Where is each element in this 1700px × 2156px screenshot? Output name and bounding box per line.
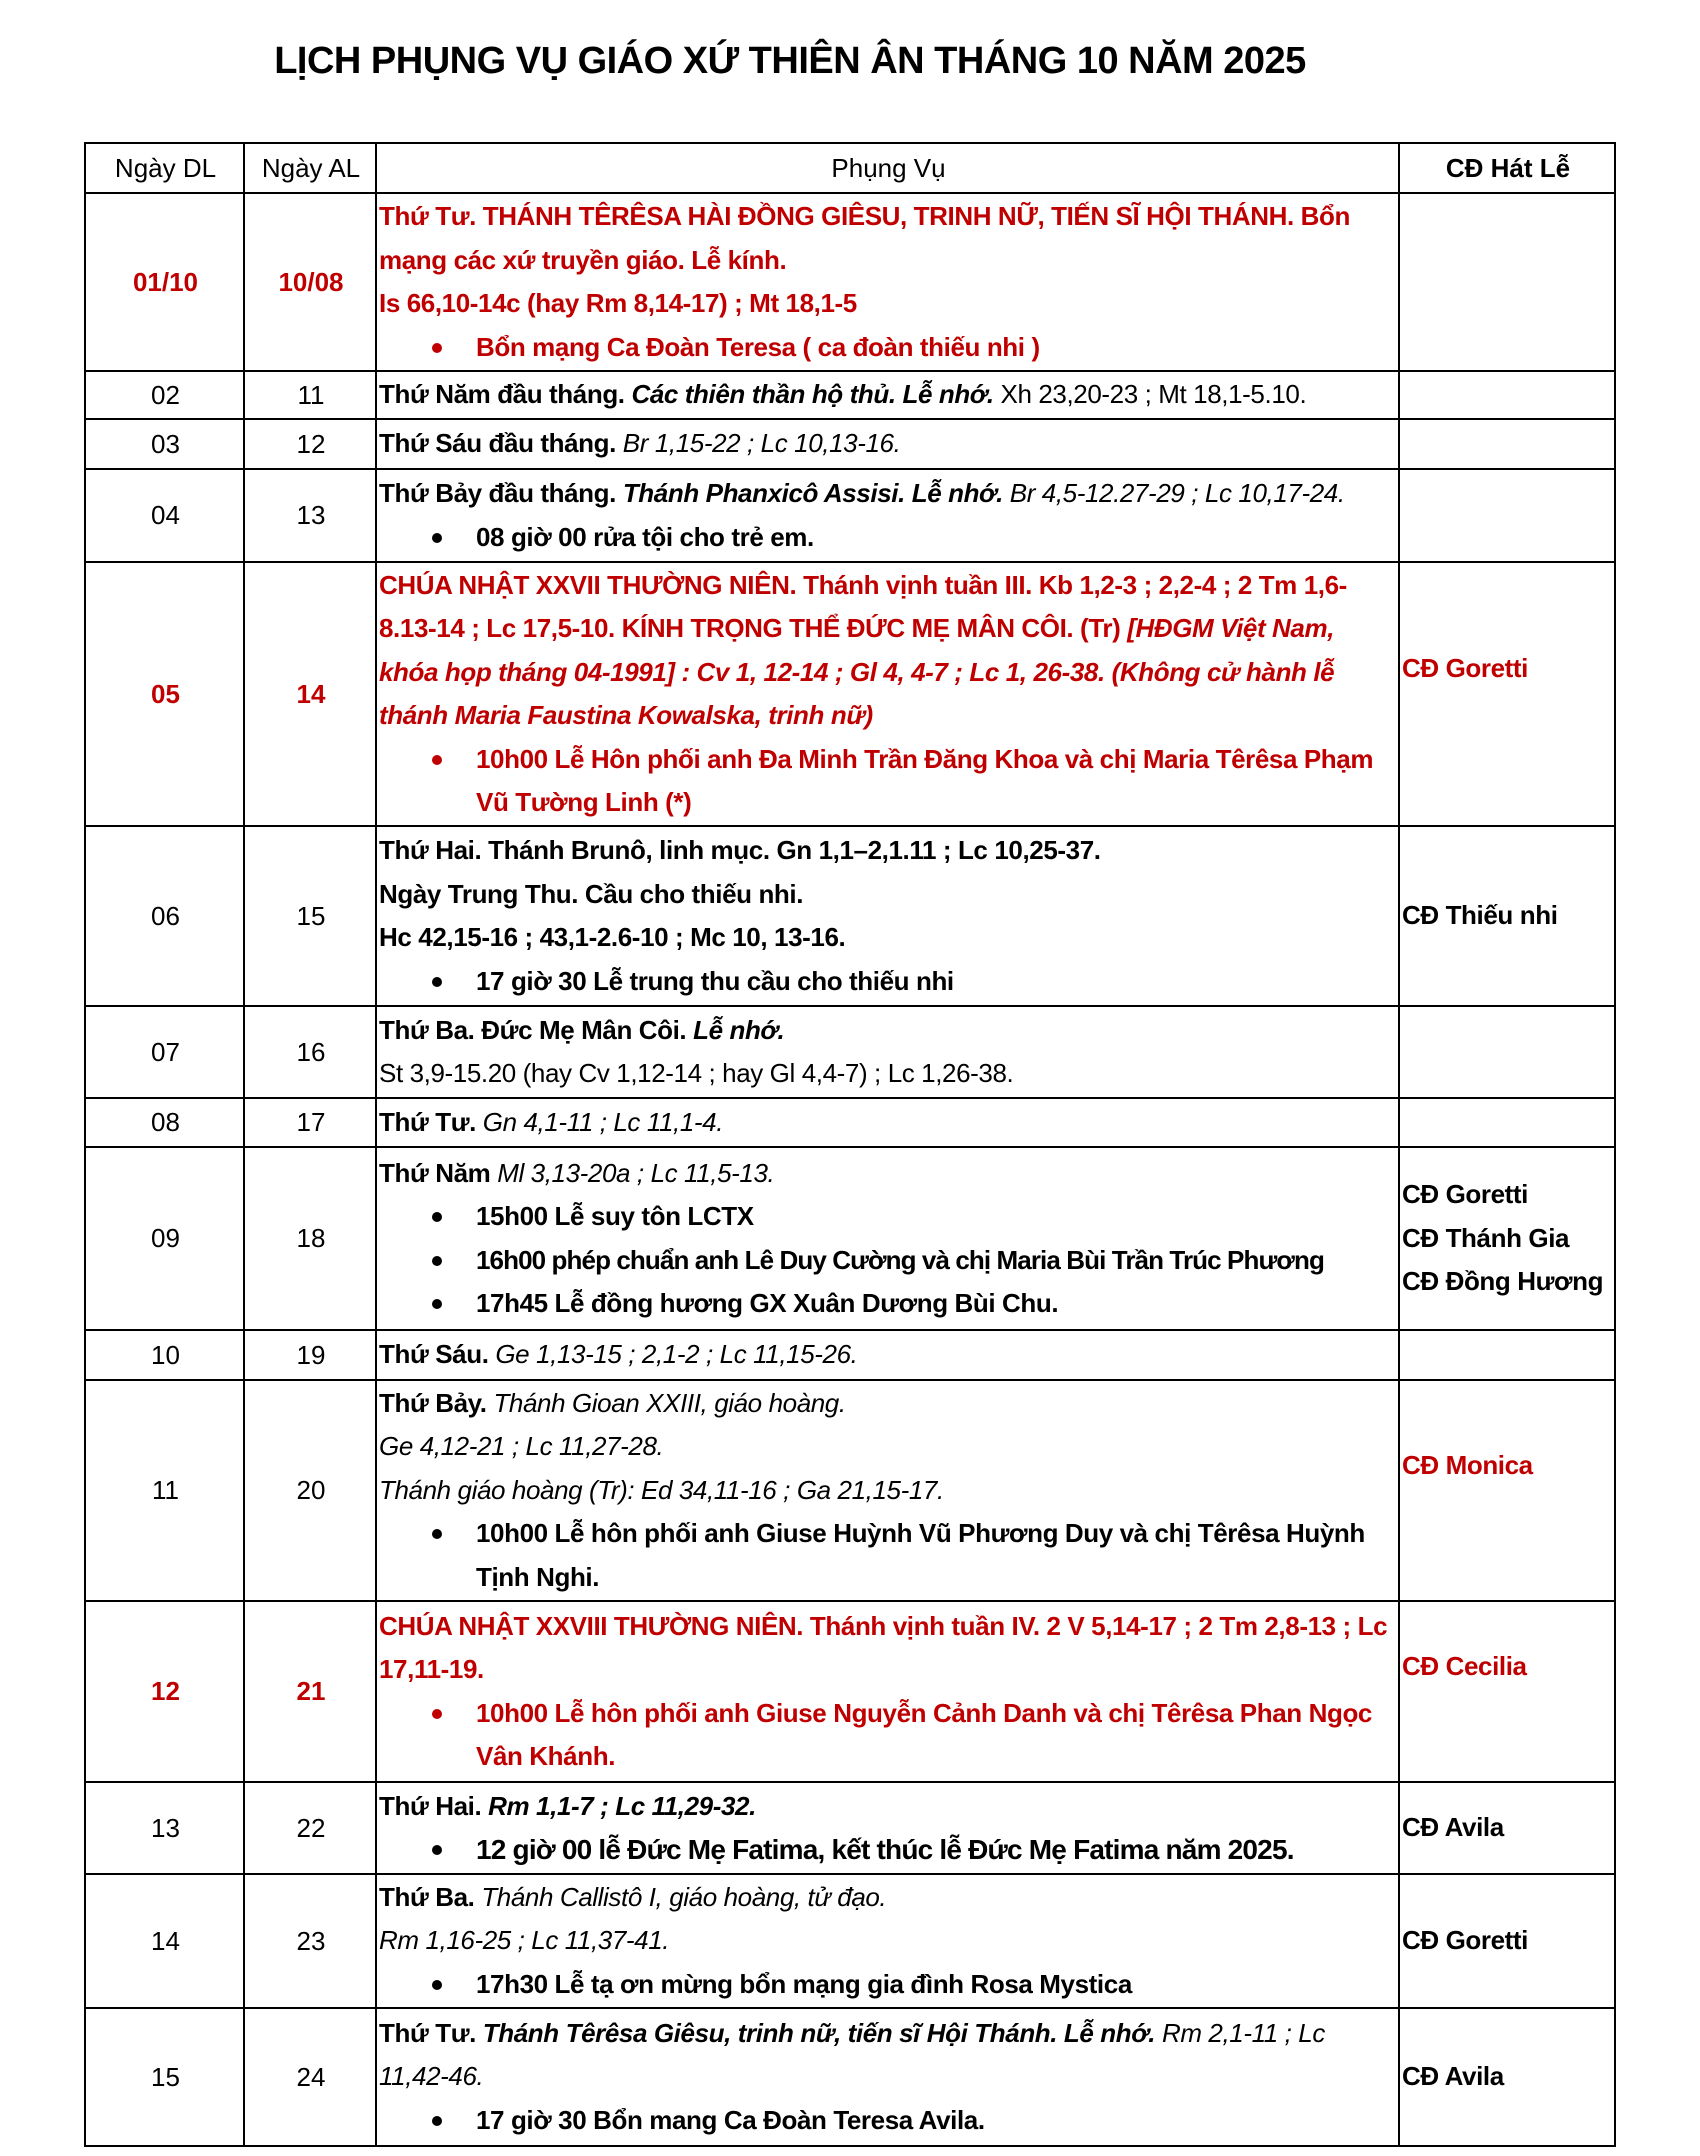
liturgy-day: Thứ Bảy đầu tháng. — [379, 478, 616, 508]
event-item — [476, 1195, 1398, 1239]
event-item — [476, 1512, 1398, 1599]
event-text: 08 giờ 00 rửa tội cho trẻ em. — [476, 521, 814, 552]
solar-date: 06 — [85, 826, 244, 1006]
liturgy-feast: Thánh Gioan XXIII, giáo hoàng. — [493, 1387, 846, 1418]
event-text: 10h00 Lễ hôn phối anh Giuse Nguyễn Cảnh Danh và chị Têrêsa Phan Ngọc Vân Khánh. — [476, 1697, 1372, 1771]
solar-date: 11 — [85, 1380, 244, 1601]
table-row — [85, 562, 1615, 826]
choir-name: CĐ Avila — [1402, 2061, 1504, 2092]
event-item — [476, 1239, 1398, 1283]
liturgy-cell — [376, 371, 1399, 419]
liturgy-readings: Br 1,15-22 ; Lc 10,13-16. — [622, 428, 901, 459]
table-row — [85, 1006, 1615, 1098]
liturgy-day: Thứ Hai. — [379, 1790, 482, 1821]
lunar-date: 20 — [244, 1380, 376, 1601]
table-row — [85, 1380, 1615, 1601]
choir-name: CĐ Cecilia — [1402, 1650, 1527, 1681]
liturgy-readings: Rm 1,1-7 ; Lc 11,29-32. — [488, 1790, 756, 1821]
choir-cell — [1399, 1006, 1615, 1098]
liturgy-readings: Ge 4,12-21 ; Lc 11,27-28. — [379, 1431, 664, 1462]
choir-cell — [1399, 826, 1615, 1006]
lunar-date: 23 — [244, 1874, 376, 2008]
liturgy-feast: Các thiên thần hộ thủ. Lễ nhớ. — [631, 379, 994, 410]
bullet-icon — [432, 1256, 442, 1266]
lunar-date: 14 — [244, 562, 376, 826]
liturgy-cell — [376, 193, 1399, 371]
liturgy-feast: Lễ nhớ. — [693, 1014, 785, 1045]
liturgy-title: CHÚA NHẬT XXVIII THƯỜNG NIÊN. Thánh vịnh tuần IV. 2 V 5,14-17 ; 2 Tm 2,8-13 ; Lc 17,11-19. — [379, 1610, 1388, 1684]
event-text: 17h45 Lễ đồng hương GX Xuân Dương Bùi Chu. — [476, 1288, 1059, 1318]
liturgy-cell — [376, 1782, 1399, 1874]
bullet-icon — [432, 977, 442, 987]
solar-date: 09 — [85, 1147, 244, 1330]
liturgy-day: Thứ Tư. — [379, 2017, 476, 2048]
event-text: 17 giờ 30 Lễ trung thu cầu cho thiếu nhi — [476, 965, 954, 996]
liturgy-readings-alt: Thánh giáo hoàng (Tr): Ed 34,11-16 ; Ga 21,15-17. — [379, 1474, 944, 1505]
table-row — [85, 1874, 1615, 2008]
liturgy-schedule-table — [84, 142, 1616, 2147]
liturgy-readings: Is 66,10-14c (hay Rm 8,14-17) ; Mt 18,1-5 — [379, 288, 857, 318]
choir-cell — [1399, 2008, 1615, 2146]
liturgy-readings: Ml 3,13-20a ; Lc 11,5-13. — [497, 1157, 775, 1188]
liturgy-day: Thứ Ba. Đức Mẹ Mân Côi. — [379, 1014, 687, 1045]
lunar-date: 24 — [244, 2008, 376, 2146]
liturgy-cell — [376, 469, 1399, 562]
event-text: 10h00 Lễ Hôn phối anh Đa Minh Trần Đăng Khoa và chị Maria Têrêsa Phạm Vũ Tường Linh (*) — [476, 743, 1374, 817]
bullet-icon — [432, 1980, 442, 1990]
liturgy-cell — [376, 1098, 1399, 1147]
lunar-date: 11 — [244, 371, 376, 419]
liturgy-title: Thứ Hai. Thánh Brunô, linh mục. Gn 1,1–2,1.11 ; Lc 10,25-37. — [379, 835, 1101, 865]
bullet-icon — [432, 1709, 442, 1719]
liturgy-feast: Thánh Callistô I, giáo hoàng, tử đạo. — [481, 1881, 887, 1912]
table-row — [85, 371, 1615, 419]
liturgy-readings: Hc 42,15-16 ; 43,1-2.6-10 ; Mc 10, 13-16. — [379, 922, 846, 952]
choir-cell — [1399, 1098, 1615, 1147]
liturgy-readings: Ge 1,13-15 ; 2,1-2 ; Lc 11,15-26. — [495, 1339, 858, 1370]
table-row — [85, 1330, 1615, 1380]
event-item — [476, 2099, 1398, 2143]
liturgy-title: CHÚA NHẬT XXVII THƯỜNG NIÊN. Thánh vịnh tuần III. Kb 1,2-3 ; 2,2-4 ; 2 Tm 1,6-8.13-14 ; Lc 17,5-10. KÍNH TRỌNG THỂ ĐỨC MẸ MÂN CÔI. (Tr) — [379, 569, 1347, 643]
choir-cell — [1399, 193, 1615, 371]
solar-date: 02 — [85, 371, 244, 419]
header-lunar-date: Ngày AL — [244, 143, 376, 193]
choir-name: CĐ Thánh Gia — [1402, 1222, 1570, 1253]
bullet-icon — [432, 1212, 442, 1222]
solar-date: 13 — [85, 1782, 244, 1874]
lunar-date: 13 — [244, 469, 376, 562]
event-text: Bổn mạng Ca Đoàn Teresa ( ca đoàn thiếu nhi ) — [476, 331, 1040, 362]
bullet-icon — [432, 1529, 442, 1539]
choir-cell — [1399, 371, 1615, 419]
lunar-date: 12 — [244, 419, 376, 469]
header-solar-date: Ngày DL — [85, 143, 244, 193]
liturgy-title: Thứ Tư. THÁNH TÊRÊSA HÀI ĐỒNG GIÊSU, TRINH NỮ, TIẾN SĨ HỘI THÁNH. Bổn mạng các xứ truyền giáo. Lễ kính. — [379, 201, 1350, 275]
header-liturgy: Phụng Vụ — [376, 143, 1399, 193]
liturgy-note: [HĐGM Việt Nam, khóa họp tháng 04-1991] : Cv 1, 12-14 ; Gl 4, 4-7 ; Lc 1, 26-38. (Không cử hành lễ thánh Maria Faustina Kowalska, trinh nữ) — [379, 613, 1335, 730]
event-text: 10h00 Lễ hôn phối anh Giuse Huỳnh Vũ Phương Duy và chị Têrêsa Huỳnh Tịnh Nghi. — [476, 1518, 1365, 1592]
bullet-icon — [432, 2116, 442, 2126]
liturgy-day: Thứ Tư. — [379, 1106, 476, 1137]
event-item — [476, 960, 1398, 1004]
event-item — [476, 1963, 1398, 2007]
solar-date: 04 — [85, 469, 244, 562]
liturgy-day: Thứ Năm — [379, 1157, 491, 1188]
event-text: 16h00 phép chuẩn anh Lê Duy Cường và chị Maria Bùi Trần Trúc Phương — [476, 1244, 1324, 1275]
liturgy-cell — [376, 1006, 1399, 1098]
liturgy-day: Thứ Ba. — [379, 1881, 475, 1912]
table-row — [85, 193, 1615, 371]
lunar-date: 17 — [244, 1098, 376, 1147]
header-choir: CĐ Hát Lễ — [1399, 143, 1615, 193]
choir-name: CĐ Goretti — [1402, 1179, 1529, 1210]
event-item — [476, 1692, 1398, 1779]
event-text: 17 giờ 30 Bổn mang Ca Đoàn Teresa Avila. — [476, 2104, 985, 2135]
liturgy-day: Thứ Năm đầu tháng. — [379, 379, 625, 410]
choir-cell — [1399, 469, 1615, 562]
choir-cell — [1399, 1380, 1615, 1601]
choir-cell — [1399, 1601, 1615, 1782]
choir-cell — [1399, 419, 1615, 469]
event-text: 15h00 Lễ suy tôn LCTX — [476, 1201, 754, 1231]
table-row — [85, 1601, 1615, 1782]
event-item — [476, 1828, 1398, 1872]
liturgy-note: Ngày Trung Thu. Cầu cho thiếu nhi. — [379, 878, 804, 909]
solar-date: 07 — [85, 1006, 244, 1098]
liturgy-cell — [376, 2008, 1399, 2146]
liturgy-cell — [376, 1874, 1399, 2008]
event-item — [476, 326, 1398, 370]
solar-date: 03 — [85, 419, 244, 469]
choir-cell — [1399, 1874, 1615, 2008]
solar-date: 01/10 — [85, 193, 244, 371]
event-text: 17h30 Lễ tạ ơn mừng bổn mạng gia đình Rosa Mystica — [476, 1968, 1132, 1999]
liturgy-cell — [376, 1601, 1399, 1782]
lunar-date: 15 — [244, 826, 376, 1006]
liturgy-day: Thứ Sáu đầu tháng. — [379, 428, 616, 459]
choir-cell — [1399, 1330, 1615, 1380]
table-row — [85, 469, 1615, 562]
choir-name: CĐ Goretti — [1402, 1925, 1529, 1956]
liturgy-cell — [376, 1380, 1399, 1601]
liturgy-readings: Xh 23,20-23 ; Mt 18,1-5.10. — [1000, 379, 1307, 410]
choir-cell — [1399, 562, 1615, 826]
bullet-icon — [432, 533, 442, 543]
lunar-date: 22 — [244, 1782, 376, 1874]
liturgy-readings: St 3,9-15.20 (hay Cv 1,12-14 ; hay Gl 4,4-7) ; Lc 1,26-38. — [379, 1058, 1014, 1088]
lunar-date: 19 — [244, 1330, 376, 1380]
lunar-date: 18 — [244, 1147, 376, 1330]
bullet-icon — [432, 755, 442, 765]
liturgy-cell — [376, 419, 1399, 469]
liturgy-cell — [376, 562, 1399, 826]
solar-date: 10 — [85, 1330, 244, 1380]
liturgy-day: Thứ Sáu. — [379, 1339, 489, 1370]
choir-cell — [1399, 1147, 1615, 1330]
liturgy-day: Thứ Bảy. — [379, 1387, 487, 1418]
liturgy-readings: Rm 1,16-25 ; Lc 11,37-41. — [379, 1925, 670, 1956]
choir-name: CĐ Thiếu nhi — [1402, 900, 1558, 931]
solar-date: 15 — [85, 2008, 244, 2146]
event-item — [476, 738, 1398, 825]
table-row — [85, 1782, 1615, 1874]
liturgy-cell — [376, 826, 1399, 1006]
choir-name: CĐ Monica — [1402, 1449, 1533, 1480]
liturgy-readings: Br 4,5-12.27-29 ; Lc 10,17-24. — [1009, 478, 1345, 508]
choir-name: CĐ Goretti — [1402, 653, 1529, 684]
table-row — [85, 826, 1615, 1006]
lunar-date: 21 — [244, 1601, 376, 1782]
table-row — [85, 2008, 1615, 2146]
choir-cell — [1399, 1782, 1615, 1874]
liturgy-readings: Gn 4,1-11 ; Lc 11,1-4. — [482, 1106, 724, 1137]
choir-name: CĐ Avila — [1402, 1812, 1504, 1843]
solar-date: 12 — [85, 1601, 244, 1782]
event-text: 12 giờ 00 lễ Đức Mẹ Fatima, kết thúc lễ Đức Mẹ Fatima năm 2025. — [476, 1834, 1294, 1865]
lunar-date: 16 — [244, 1006, 376, 1098]
solar-date: 14 — [85, 1874, 244, 2008]
event-item — [476, 1282, 1398, 1326]
table-row — [85, 419, 1615, 469]
table-header-row — [85, 143, 1615, 193]
bullet-icon — [432, 343, 442, 353]
choir-name: CĐ Đồng Hương — [1402, 1266, 1604, 1297]
solar-date: 05 — [85, 562, 244, 826]
liturgy-cell — [376, 1330, 1399, 1380]
liturgy-cell — [376, 1147, 1399, 1330]
page-title: LỊCH PHỤNG VỤ GIÁO XỨ THIÊN ÂN THÁNG 10 NĂM 2025 — [274, 40, 1306, 82]
bullet-icon — [432, 1299, 442, 1309]
event-item — [476, 516, 1398, 560]
liturgy-readings: Rm 2,1-11 ; Lc 11,42-46. — [379, 2017, 1325, 2092]
table-row — [85, 1098, 1615, 1147]
liturgy-feast: Thánh Têrêsa Giêsu, trinh nữ, tiến sĩ Hội Thánh. Lễ nhớ. — [482, 2017, 1156, 2048]
bullet-icon — [432, 1845, 442, 1855]
table-row — [85, 1147, 1615, 1330]
solar-date: 08 — [85, 1098, 244, 1147]
liturgy-feast: Thánh Phanxicô Assisi. Lễ nhớ. — [622, 478, 1003, 508]
lunar-date: 10/08 — [244, 193, 376, 371]
